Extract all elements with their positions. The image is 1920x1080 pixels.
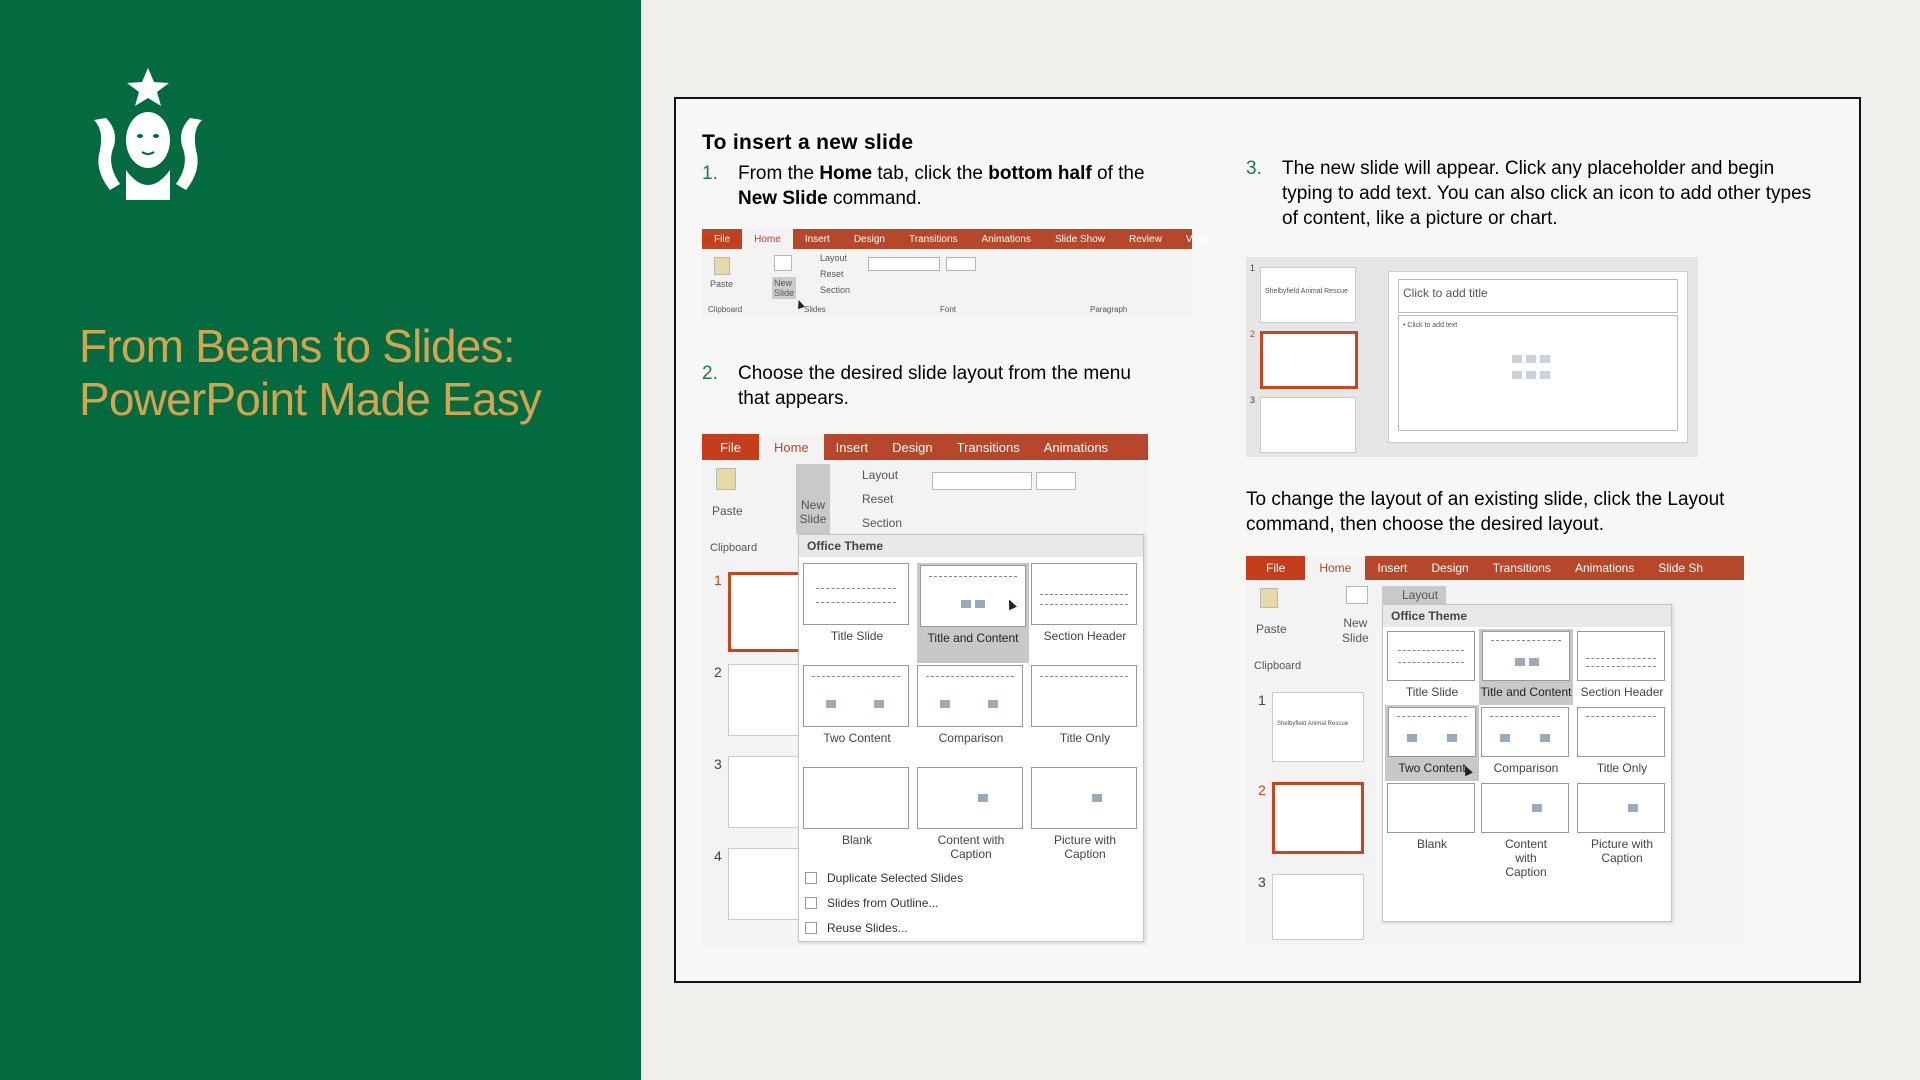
slide-thumbnail[interactable] bbox=[1272, 874, 1364, 940]
tab-transitions[interactable]: Transitions bbox=[1492, 561, 1551, 575]
paste-icon bbox=[1260, 588, 1278, 608]
layout-picture-with-caption[interactable]: Picture with Caption bbox=[1031, 767, 1139, 863]
clipboard-label: Clipboard bbox=[710, 542, 758, 554]
paste-label[interactable]: Paste bbox=[1256, 622, 1287, 636]
table-icon[interactable] bbox=[1512, 355, 1522, 363]
slide-number: 3 bbox=[1258, 874, 1266, 890]
tab-design[interactable]: Design bbox=[853, 233, 885, 245]
layout-button[interactable]: Layout bbox=[862, 468, 899, 482]
new-slide-icon bbox=[774, 255, 792, 271]
layout-title-only[interactable]: Title Only bbox=[1031, 665, 1139, 753]
siren-logo-icon bbox=[74, 60, 222, 208]
step-text: The new slide will appear. Click any placeholder and begin typing to add text. You can also click an icon to add other types of content, like a picture or chart. bbox=[1282, 158, 1812, 229]
new-slide-screenshot bbox=[1246, 257, 1698, 457]
font-size-box[interactable] bbox=[1036, 472, 1076, 490]
tab-slide-show[interactable]: Slide Show bbox=[1054, 233, 1106, 245]
tab-design[interactable]: Design bbox=[1431, 561, 1469, 575]
paragraph-label: Paragraph bbox=[1090, 305, 1128, 314]
reset-button[interactable]: Reset bbox=[820, 269, 844, 279]
office-theme-heading: Office Theme bbox=[1383, 605, 1671, 627]
layout-button[interactable]: Layout bbox=[820, 253, 848, 263]
step-text: From the Home tab, click the bottom half of the New Slide command. bbox=[738, 163, 1145, 209]
step-number: 3. bbox=[1246, 158, 1262, 179]
layout-section-header[interactable]: Section Header bbox=[1031, 563, 1139, 651]
duplicate-icon bbox=[805, 872, 817, 884]
new-slide-button[interactable]: New Slide bbox=[774, 278, 795, 298]
tab-transitions[interactable]: Transitions bbox=[908, 233, 958, 245]
layout-picture-with-caption[interactable]: Picture with Caption bbox=[1577, 783, 1667, 873]
slide-number: 3 bbox=[714, 756, 722, 772]
section-heading: To insert a new slide bbox=[702, 131, 914, 154]
slide-title: From Beans to Slides: PowerPoint Made Easy bbox=[79, 320, 542, 425]
layout-blank[interactable]: Blank bbox=[803, 767, 911, 855]
font-label: Font bbox=[940, 305, 957, 314]
reset-button[interactable]: Reset bbox=[862, 492, 894, 506]
section-button[interactable]: Section bbox=[820, 285, 851, 295]
font-name-box[interactable] bbox=[868, 257, 940, 271]
duplicate-selected-slides-item[interactable]: Duplicate Selected Slides bbox=[805, 871, 963, 885]
slide-number: 2 bbox=[714, 664, 722, 680]
tab-home[interactable]: Home bbox=[742, 229, 793, 249]
tab-file[interactable]: File bbox=[702, 234, 742, 245]
ribbon-screenshot-small bbox=[702, 229, 1208, 317]
layout-content-with-caption[interactable]: Content with Caption bbox=[917, 767, 1025, 863]
layout-comparison[interactable]: Comparison bbox=[1481, 707, 1571, 779]
section-button[interactable]: Section bbox=[862, 516, 903, 530]
paste-icon bbox=[714, 257, 730, 275]
paste-label[interactable]: Paste bbox=[710, 279, 734, 289]
tab-view[interactable]: View bbox=[1185, 233, 1208, 245]
slide-number: 3 bbox=[1250, 395, 1256, 405]
paste-icon bbox=[716, 468, 736, 490]
slide-thumbnail[interactable]: Shelbyfield Animal Rescue bbox=[1272, 692, 1364, 762]
tab-animations[interactable]: Animations bbox=[981, 233, 1031, 245]
slide-number: 2 bbox=[1250, 329, 1256, 339]
layout-blank[interactable]: Blank bbox=[1387, 783, 1477, 855]
content-frame bbox=[674, 97, 1861, 983]
layout-content-with-caption[interactable]: Content with Caption bbox=[1481, 783, 1571, 873]
video-icon[interactable] bbox=[1540, 371, 1550, 379]
tab-review[interactable]: Review bbox=[1129, 233, 1162, 245]
slides-from-outline-item[interactable]: Slides from Outline... bbox=[805, 896, 938, 910]
picture-icon[interactable] bbox=[1512, 371, 1522, 379]
step-text: Choose the desired slide layout from the menu that appears. bbox=[738, 363, 1131, 409]
layout-two-content[interactable]: Two Content bbox=[1385, 705, 1479, 781]
layout-title-and-content[interactable]: Title and Content bbox=[1479, 629, 1573, 705]
tab-transitions[interactable]: Transitions bbox=[956, 439, 1020, 455]
step-number: 1. bbox=[702, 163, 718, 184]
slide-number: 4 bbox=[714, 848, 722, 864]
change-layout-text: To change the layout of an existing slide, click the Layout command, then choose the desired layout. bbox=[1246, 489, 1725, 535]
tab-insert[interactable]: Insert bbox=[835, 439, 869, 455]
layout-title-only[interactable]: Title Only bbox=[1577, 707, 1667, 779]
tab-home[interactable]: Home bbox=[1305, 556, 1365, 580]
outline-icon bbox=[805, 897, 817, 909]
content-placeholder[interactable]: • Click to add text bbox=[1398, 315, 1678, 431]
layout-menu-screenshot bbox=[702, 434, 1148, 946]
slide-number: 1 bbox=[1258, 692, 1266, 708]
layout-comparison[interactable]: Comparison bbox=[917, 665, 1025, 753]
ribbon-tabs bbox=[702, 229, 1208, 249]
reuse-slides-item[interactable]: Reuse Slides... bbox=[805, 921, 908, 935]
paste-label[interactable]: Paste bbox=[712, 504, 743, 518]
reuse-icon bbox=[805, 922, 817, 934]
layout-title-slide[interactable]: Title Slide bbox=[803, 563, 911, 651]
office-theme-heading: Office Theme bbox=[799, 535, 1143, 557]
title-placeholder[interactable]: Click to add title bbox=[1398, 279, 1678, 313]
layout-section-header[interactable]: Section Header bbox=[1577, 631, 1667, 703]
chart-icon[interactable] bbox=[1526, 355, 1536, 363]
slide-thumbnail[interactable] bbox=[1272, 782, 1364, 854]
layout-title-and-content[interactable]: Title and Content bbox=[917, 563, 1029, 663]
layout-title-slide[interactable]: Title Slide bbox=[1387, 631, 1477, 703]
slide-number: 1 bbox=[714, 572, 722, 588]
tab-insert[interactable]: Insert bbox=[1377, 561, 1408, 575]
tab-animations[interactable]: Animations bbox=[1043, 439, 1109, 455]
layout-two-content[interactable]: Two Content bbox=[803, 665, 911, 753]
new-slide-button[interactable]: New Slide bbox=[796, 464, 830, 534]
tab-insert[interactable]: Insert bbox=[804, 233, 830, 245]
tab-file[interactable]: File bbox=[1246, 556, 1305, 580]
slide-thumbnail[interactable]: Shelbyfield Animal Rescue bbox=[1260, 267, 1356, 323]
slide-number: 2 bbox=[1258, 782, 1266, 798]
new-slide-button[interactable]: New Slide bbox=[1342, 616, 1369, 645]
smartart-icon[interactable] bbox=[1540, 355, 1550, 363]
slide-thumbnail[interactable] bbox=[1260, 397, 1356, 453]
tab-animations[interactable]: Animations bbox=[1574, 561, 1635, 575]
slide-number: 1 bbox=[1250, 263, 1256, 273]
tab-file[interactable]: File bbox=[702, 434, 759, 460]
new-slide-icon bbox=[1346, 586, 1368, 604]
tab-slide-show[interactable]: Slide Sh bbox=[1658, 561, 1704, 575]
layout-dropdown bbox=[1382, 604, 1672, 922]
ribbon-tabs bbox=[702, 434, 1148, 460]
font-name-box[interactable] bbox=[932, 472, 1032, 490]
tab-home[interactable]: Home bbox=[759, 434, 824, 460]
title-panel bbox=[0, 0, 641, 1080]
ribbon-tabs bbox=[1246, 556, 1744, 580]
font-size-box[interactable] bbox=[946, 257, 976, 271]
slides-label: Slides bbox=[804, 305, 826, 314]
clipboard-label: Clipboard bbox=[708, 305, 743, 314]
step-number: 2. bbox=[702, 363, 718, 384]
online-picture-icon[interactable] bbox=[1526, 371, 1536, 379]
clipboard-label: Clipboard bbox=[1254, 660, 1302, 672]
change-layout-screenshot bbox=[1246, 556, 1744, 944]
tab-design[interactable]: Design bbox=[892, 439, 933, 455]
slide-thumbnail[interactable] bbox=[1260, 331, 1358, 389]
layout-button[interactable]: Layout bbox=[1382, 586, 1446, 604]
layout-dropdown bbox=[798, 534, 1144, 942]
